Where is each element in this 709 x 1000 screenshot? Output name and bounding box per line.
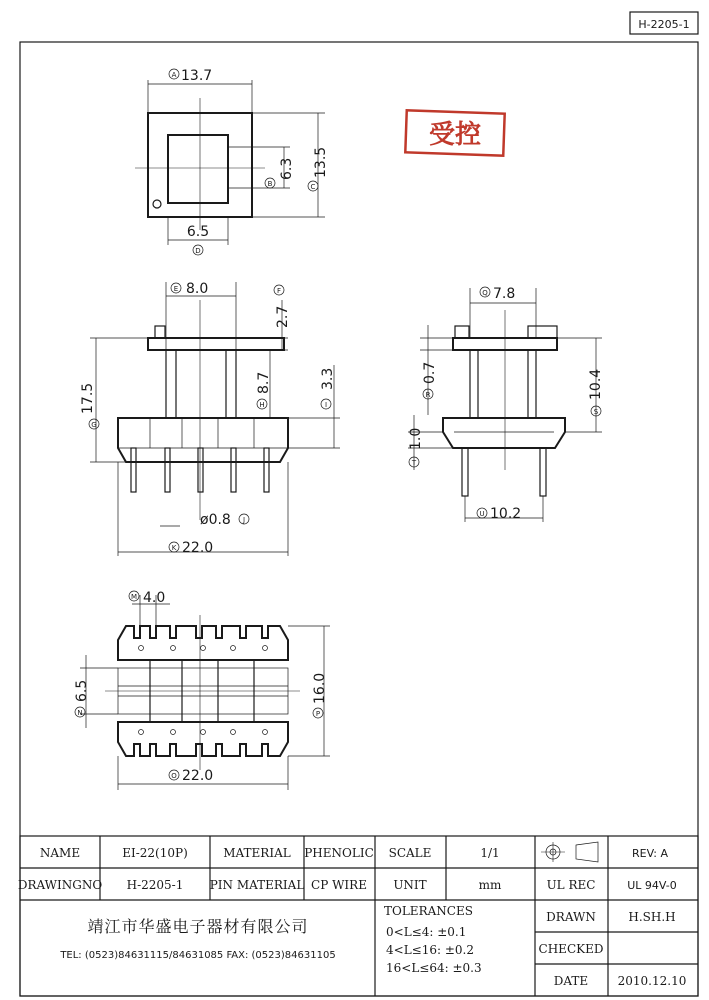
- svg-text:R: R: [425, 391, 431, 399]
- dim-front-g: 17.5: [80, 382, 96, 414]
- svg-text:J: J: [242, 516, 246, 524]
- dim-side-t: 1.0: [408, 427, 424, 450]
- unit-value: mm: [478, 878, 502, 892]
- svg-text:P: P: [315, 710, 321, 718]
- svg-text:S: S: [593, 408, 599, 416]
- side-view: [408, 286, 604, 522]
- projection-symbol: [541, 842, 598, 862]
- name-label: NAME: [39, 846, 81, 860]
- date-value: 2010.12.10: [617, 974, 687, 988]
- dim-side-s: 10.4: [588, 368, 604, 400]
- drawn-value: H.SH.H: [628, 910, 676, 924]
- svg-text:I: I: [324, 401, 328, 409]
- title-block: [18, 836, 698, 996]
- svg-text:U: U: [479, 510, 485, 518]
- rev-value: REV: A: [632, 847, 668, 860]
- svg-text:B: B: [267, 180, 273, 188]
- dim-front-j: ø0.8: [200, 512, 231, 528]
- dim-top-d: 6.5: [186, 224, 210, 240]
- svg-text:O: O: [171, 772, 177, 780]
- dim-bottom-p: 16.0: [312, 672, 328, 704]
- dim-front-h: 8.7: [256, 371, 272, 394]
- date-label: DATE: [553, 974, 589, 988]
- svg-text:E: E: [173, 285, 179, 293]
- tolerance-2: 4<L≤16: ±0.2: [386, 943, 474, 957]
- name-value: EI-22(10P): [122, 846, 188, 860]
- svg-text:F: F: [276, 287, 282, 295]
- dim-front-k: 22.0: [182, 540, 214, 556]
- header-drawing-no: H-2205-1: [638, 18, 690, 31]
- ul-rec-label: UL REC: [546, 878, 596, 892]
- tolerance-3: 16<L≤64: ±0.3: [386, 961, 482, 975]
- dim-bottom-o: 22.0: [182, 768, 214, 784]
- company-contact: TEL: (0523)84631115/84631085 FAX: (0523)84631105: [60, 950, 336, 961]
- stamp-text: 受控: [428, 120, 482, 150]
- tolerance-1: 0<L≤4: ±0.1: [386, 925, 467, 939]
- scale-value: 1/1: [480, 846, 500, 860]
- top-view-window: [168, 135, 228, 203]
- dim-side-r: 0.7: [422, 361, 438, 384]
- svg-text:N: N: [77, 709, 83, 717]
- dim-bottom-m: 4.0: [143, 590, 166, 606]
- top-view-hole: [153, 200, 161, 208]
- svg-text:A: A: [171, 71, 177, 79]
- control-stamp: [405, 110, 504, 155]
- pin-material-label: PIN MATERIAL: [209, 878, 305, 892]
- scale-label: SCALE: [388, 846, 432, 860]
- dim-side-q: 7.8: [493, 286, 516, 302]
- dim-top-c: 13.5: [313, 146, 329, 178]
- svg-text:Q: Q: [482, 289, 488, 297]
- dim-top-a: 13.7: [181, 68, 213, 84]
- material-label: MATERIAL: [223, 846, 291, 860]
- top-view: [135, 68, 329, 255]
- dim-front-f: 2.7: [275, 305, 291, 328]
- dim-front-e: 8.0: [186, 281, 209, 297]
- dim-top-b: 6.3: [279, 157, 295, 180]
- pin-material-value: CP WIRE: [311, 878, 367, 892]
- front-view: [80, 281, 340, 556]
- dim-side-u: 10.2: [490, 506, 522, 522]
- drawingno-label: DRAWINGNO: [17, 878, 103, 892]
- svg-text:C: C: [310, 183, 316, 191]
- dim-front-i: 3.3: [320, 367, 336, 390]
- ul-rec-value: UL 94V-0: [627, 879, 677, 892]
- unit-label: UNIT: [393, 878, 427, 892]
- company-name: 靖江市华盛电子器材有限公司: [87, 917, 309, 936]
- svg-text:H: H: [259, 401, 265, 409]
- drawn-label: DRAWN: [546, 910, 596, 924]
- drawingno-value: H-2205-1: [126, 878, 184, 892]
- tolerances-label: TOLERANCES: [384, 904, 473, 918]
- svg-text:D: D: [195, 247, 201, 255]
- dim-bottom-n: 6.5: [74, 679, 90, 702]
- svg-text:G: G: [91, 421, 97, 429]
- bottom-view: [74, 590, 330, 790]
- checked-label: CHECKED: [538, 942, 604, 956]
- material-value: PHENOLIC: [304, 846, 374, 860]
- svg-text:T: T: [411, 459, 417, 467]
- svg-text:K: K: [171, 544, 177, 552]
- svg-text:M: M: [130, 593, 138, 601]
